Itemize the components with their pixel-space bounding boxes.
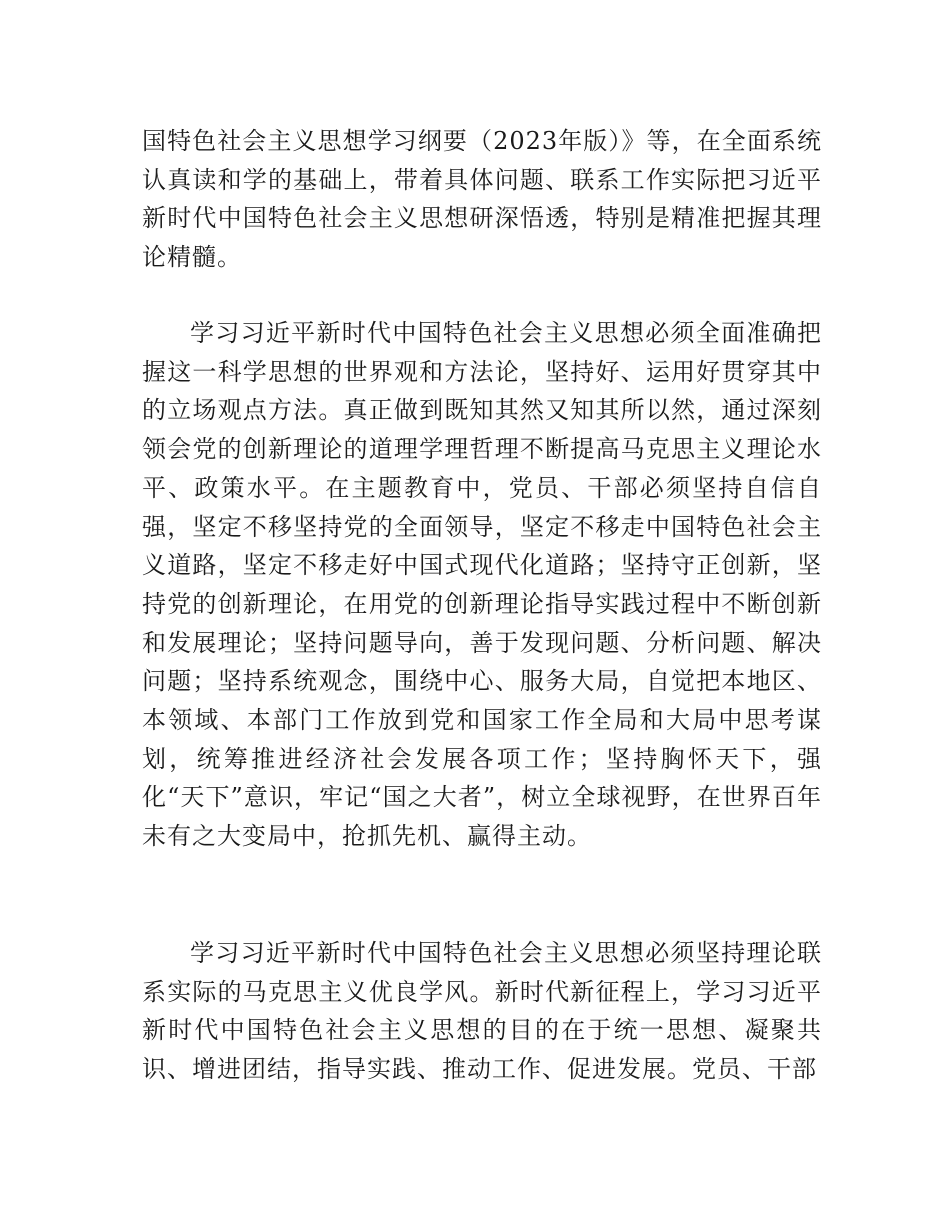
paragraph-worldview-methodology: 学习习近平新时代中国特色社会主义思想必须全面准确把握这一科学思想的世界观和方法论，坚持好、运用好贯穿其中的立场观点方法。真正做到既知其然又知其所以然，通过深刻领会党的创新理论的道理学理哲理不断提高马克思主义理论水平、政策水平。在主题教育中，党员、干部必须坚持自信自强，坚定不移坚持党的全面领导，坚定不移走中国特色社会主义道路，坚定不移走好中国式现代化道路；坚持守正创新，坚持党的创新理论，在用党的创新理论指导实践过程中不断创新和发展理论；坚持问题导向，善于发现问题、分析问题、解决问题；坚持系统观念，围绕中心、服务大局，自觉把本地区、本领域、本部门工作放到党和国家工作全局和大局中思考谋划，统筹推进经济社会发展各项工作；坚持胸怀天下，强化“天下”意识，牢记“国之大者”，树立全球视野，在世界百年未有之大变局中，抢抓先机、赢得主动。: [142, 319, 822, 851]
paragraph-theory-practice: 学习习近平新时代中国特色社会主义思想必须坚持理论联系实际的马克思主义优良学风。新时代新征程上，学习习近平新时代中国特色社会主义思想的目的在于统一思想、凝聚共识、增进团结，指导实践、推动工作、促进发展。党员、干部: [142, 939, 822, 1084]
paragraph-continued: 国特色社会主义思想学习纲要（2023年版）》等，在全面系统认真读和学的基础上，带着具体问题、联系工作实际把习近平新时代中国特色社会主义思想研深悟透，特别是精准把握其理论精髓。: [142, 127, 822, 272]
